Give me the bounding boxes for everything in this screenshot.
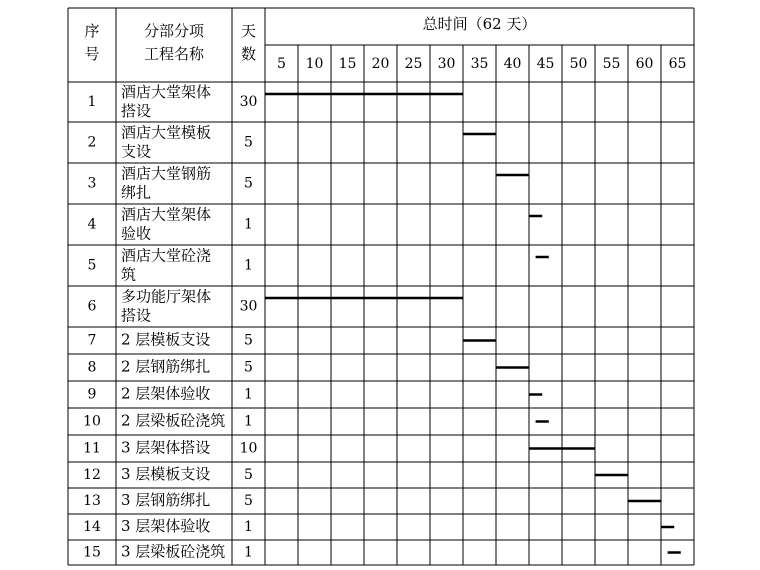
header-name: 分部分项 bbox=[143, 22, 205, 40]
tick-label: 20 bbox=[371, 56, 390, 72]
task-name: 3 层架体验收 bbox=[121, 517, 211, 535]
row-number: 1 bbox=[87, 94, 97, 110]
row-number: 15 bbox=[83, 544, 101, 561]
tick-label: 60 bbox=[635, 56, 654, 72]
tick-label: 55 bbox=[602, 56, 621, 72]
tick-label: 50 bbox=[569, 56, 588, 72]
task-name: 搭设 bbox=[121, 306, 152, 325]
task-name: 验收 bbox=[121, 224, 152, 243]
row-number: 9 bbox=[87, 386, 97, 403]
task-days: 5 bbox=[244, 175, 253, 192]
task-days: 10 bbox=[239, 440, 258, 457]
tick-label: 65 bbox=[668, 56, 687, 72]
task-name: 酒店大堂模板 bbox=[121, 123, 212, 142]
task-name: 2 层钢筋绑扎 bbox=[121, 357, 211, 376]
task-days: 1 bbox=[244, 544, 253, 561]
row-number: 8 bbox=[87, 359, 97, 376]
task-name: 3 层梁板砼浇筑 bbox=[121, 542, 226, 561]
task-name: 酒店大堂架体 bbox=[121, 83, 212, 101]
task-days: 1 bbox=[244, 386, 253, 403]
tick-label: 5 bbox=[277, 56, 286, 72]
row-number: 3 bbox=[87, 175, 97, 192]
tick-label: 45 bbox=[536, 56, 555, 72]
tick-label: 30 bbox=[437, 56, 456, 72]
row-number: 6 bbox=[87, 298, 97, 315]
row-number: 7 bbox=[87, 332, 97, 349]
tick-label: 10 bbox=[305, 56, 324, 72]
task-days: 5 bbox=[244, 332, 253, 349]
table-header bbox=[84, 15, 686, 72]
task-name: 3 层钢筋绑扎 bbox=[121, 491, 211, 509]
task-days: 1 bbox=[244, 216, 253, 233]
row-number: 12 bbox=[83, 467, 101, 483]
header-name: 工程名称 bbox=[143, 45, 205, 63]
task-days: 5 bbox=[244, 134, 253, 151]
task-days: 5 bbox=[244, 493, 253, 509]
task-days: 30 bbox=[239, 94, 258, 110]
task-name: 酒店大堂砼浇 bbox=[121, 246, 212, 265]
task-days: 1 bbox=[244, 519, 253, 535]
task-days: 1 bbox=[244, 257, 253, 274]
header-index: 号 bbox=[84, 45, 100, 63]
task-name: 多功能厅架体 bbox=[121, 287, 212, 306]
task-days: 30 bbox=[239, 298, 258, 315]
task-name: 3 层模板支设 bbox=[121, 465, 211, 483]
task-name: 绑扎 bbox=[121, 183, 152, 202]
tick-label: 15 bbox=[338, 56, 357, 72]
tick-label: 35 bbox=[470, 56, 489, 72]
row-number: 5 bbox=[87, 257, 97, 274]
task-name: 酒店大堂架体 bbox=[121, 205, 212, 224]
table-body bbox=[83, 83, 257, 561]
task-name: 2 层架体验收 bbox=[121, 384, 211, 403]
task-name: 3 层架体搭设 bbox=[121, 438, 211, 457]
row-number: 10 bbox=[83, 413, 101, 430]
row-number: 4 bbox=[87, 216, 97, 233]
row-number: 14 bbox=[83, 519, 101, 535]
task-name: 2 层梁板砼浇筑 bbox=[121, 411, 226, 430]
header-days: 天 bbox=[240, 22, 257, 40]
task-name: 筑 bbox=[121, 265, 137, 284]
row-number: 11 bbox=[83, 440, 101, 457]
task-name: 酒店大堂钢筋 bbox=[121, 164, 212, 183]
timeline-title: 总时间（62 天） bbox=[422, 15, 537, 33]
tick-label: 25 bbox=[404, 56, 423, 72]
row-number: 13 bbox=[83, 493, 101, 509]
tick-label: 40 bbox=[503, 56, 522, 72]
header-days: 数 bbox=[240, 45, 257, 63]
task-name: 支设 bbox=[121, 142, 152, 161]
task-days: 1 bbox=[244, 413, 253, 430]
row-number: 2 bbox=[87, 134, 97, 151]
task-days: 5 bbox=[244, 359, 253, 376]
task-days: 5 bbox=[244, 467, 253, 483]
header-index: 序 bbox=[84, 22, 100, 40]
task-name: 2 层模板支设 bbox=[121, 330, 211, 349]
task-name: 搭设 bbox=[121, 102, 152, 120]
